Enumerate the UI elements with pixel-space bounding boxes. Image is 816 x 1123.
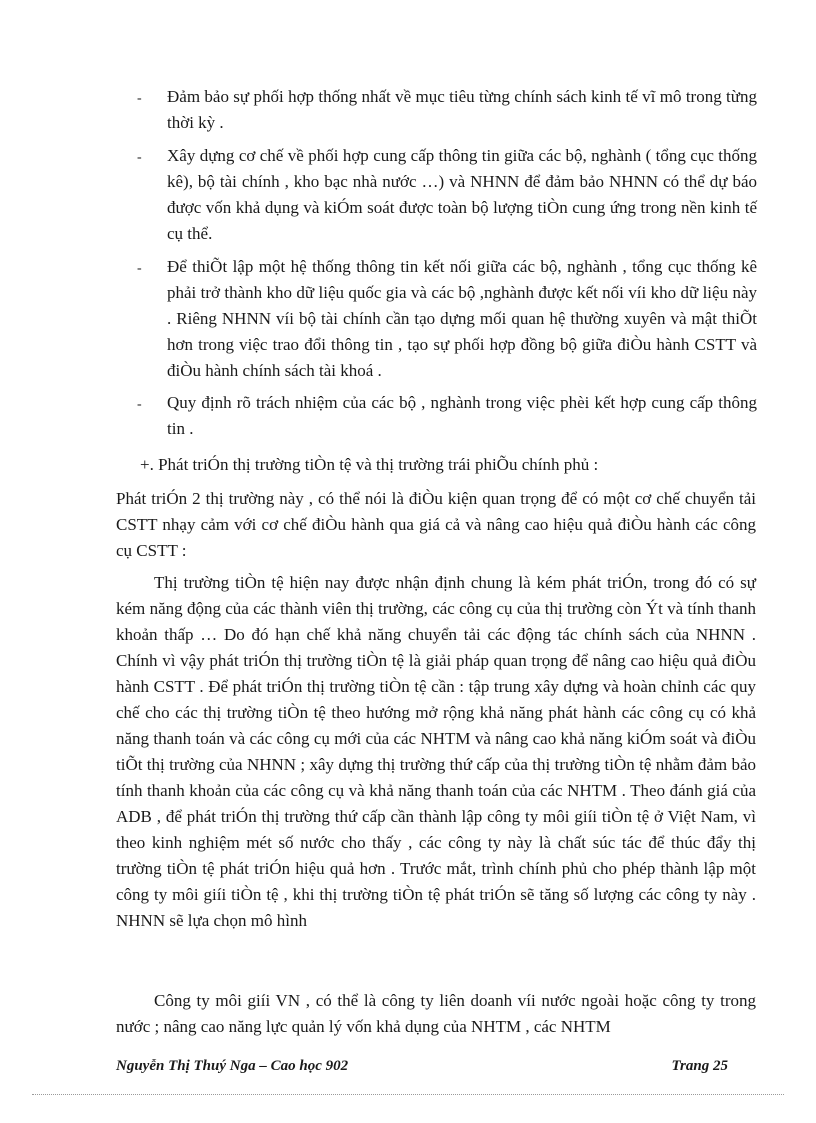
bullet-item-1	[137, 84, 757, 136]
bullet-text: Xây dựng cơ chế về phối hợp cung cấp thông tin giữa các bộ, nghành ( tổng cục thống kê), bộ tài chính , kho bạc nhà nước …) và NHNN để đảm bảo NHNN có thể dự báo được vốn khả dụng và kiÓm soát được toàn bộ lượng tiÒn cung ứng trong nền kinh tế cụ thể.	[167, 146, 757, 243]
bullet-item-3	[137, 254, 757, 384]
bullet-item-4	[137, 390, 757, 442]
footer-page-number: Trang 25	[671, 1058, 728, 1074]
bullet-item-2	[137, 143, 757, 247]
footer-divider	[32, 1094, 784, 1095]
bullet-marker: -	[137, 91, 142, 106]
section-heading: +. Phát triÓn thị trường tiÒn tệ và thị trường trái phiÕu chính phủ :	[140, 455, 599, 474]
bullet-text: Đảm bảo sự phối hợp thống nhất về mục tiêu từng chính sách kinh tế vĩ mô trong từng thời kỳ .	[167, 87, 757, 132]
bullet-marker: -	[137, 150, 142, 165]
footer-author: Nguyễn Thị Thuý Nga – Cao học 902	[116, 1058, 349, 1074]
paragraph-2: Thị trường tiÒn tệ hiện nay được nhận định chung là kém phát triÓn, trong đó có sự kém năng động của các thành viên thị trường, các công cụ của thị trường còn Ýt và tính thanh khoản thấp … Do đó hạn chế khả năng chuyển tải các động tác chính sách của NHNN . Chính vì vậy phát triÓn thị trường tiÒn tệ là giải pháp quan trọng để nâng cao hiệu quả điÒu hành CSTT . Để phát triÓn thị trường tiÒn tệ cần : tập trung xây dựng và hoàn chỉnh các quy chế cho các thị trường tiÒn tệ theo hướng mở rộng khả năng phát hành các công cụ có khả năng thanh toán và các công cụ mới của các NHTM và nâng cao khả năng kiÓm soát và điÒu tiÕt thị trường của NHNN ; xây dựng thị trường thứ cấp của thị trường tiÒn tệ nhằm đảm bảo tính thanh khoản của các công cụ và khả năng thanh toán của các NHTM . Theo đánh giá của ADB , để phát triÓn thị trường thứ cấp cần thành lập công ty môi giíi tiÒn tệ ở Việt Nam, vì theo kinh nghiệm mét số nước cho thấy , các công ty này là chất súc tác để thúc đẩy thị trường tiÒn tệ phát triÓn hiệu quả hơn . Trước mắt, trình chính phủ cho phép thành lập một công ty môi giíi tiÒn tệ , khi thị trường tiÒn tệ phát triÓn sẽ tăng số lượng các công ty này . NHNN sẽ lựa chọn mô hình	[116, 573, 756, 930]
bullet-marker: -	[137, 261, 142, 276]
paragraph-1: Phát triÓn 2 thị trường này , có thể nói là điÒu kiện quan trọng để có một cơ chế chuyển tải CSTT nhạy cảm với cơ chế điÒu hành qua giá cả và nâng cao hiệu quả điÒu hành các công cụ CSTT :	[116, 489, 756, 560]
bullet-text: Quy định rõ trách nhiệm của các bộ , nghành trong việc phèi kết hợp cung cấp thông tin .	[167, 393, 757, 438]
bullet-marker: -	[137, 397, 142, 412]
paragraph-3: Công ty môi giíi VN , có thể là công ty liên doanh víi nước ngoài hoặc công ty trong nước ; nâng cao năng lực quản lý vốn khả dụng của NHTM , các NHTM	[116, 991, 756, 1036]
bullet-text: Để thiÕt lập một hệ thống thông tin kết nối giữa các bộ, nghành , tổng cục thống kê phải trở thành kho dữ liệu quốc gia và các bộ ,nghành được kết nối víi kho dữ liệu này . Riêng NHNN víi bộ tài chính cần tạo dựng mối quan hệ thường xuyên và mật thiÕt hơn trong việc trao đổi thông tin , tạo sự phối hợp đồng bộ giữa điÒu hành CSTT và điÒu hành chính sách tài khoá .	[167, 257, 757, 380]
